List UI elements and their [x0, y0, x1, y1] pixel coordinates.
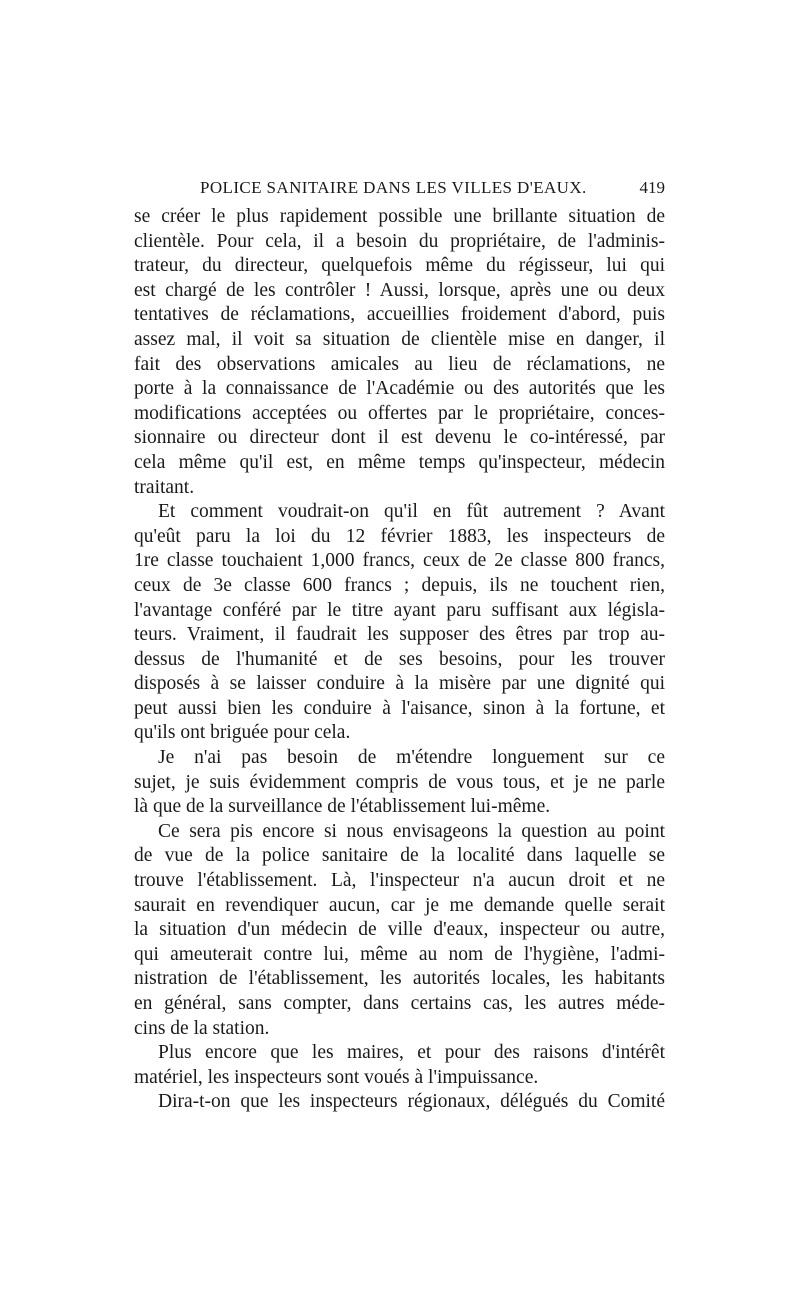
text-line: se créer le plus rapidement possible une brillante situation de — [134, 206, 665, 227]
text-line: teurs. Vraiment, il faudrait les supposer des êtres par trop au- — [134, 624, 665, 646]
text-line: assez mal, il voit sa situation de clientèle mise en danger, il — [134, 328, 665, 350]
text-line: Et comment voudrait-on qu'il en fût autrement ? Avant — [158, 501, 665, 523]
text-line: tentatives de réclamations, accueillies froidement d'abord, puis — [134, 304, 665, 326]
text-line: matériel, les inspecteurs sont voués à l'impuissance. — [134, 1066, 539, 1088]
text-line: de vue de la police sanitaire de la localité dans laquelle se — [134, 845, 665, 867]
text-line: trateur, du directeur, quelquefois même du régisseur, lui qui — [134, 255, 665, 277]
text-line: cela même qu'il est, en même temps qu'inspecteur, médecin — [134, 451, 665, 473]
text-line: la situation d'un médecin de ville d'eaux, inspecteur ou autre, — [134, 919, 665, 941]
running-header — [200, 178, 665, 202]
text-line: Plus encore que les maires, et pour des raisons d'intérêt — [158, 1042, 665, 1064]
text-line: modifications acceptées ou offertes par le propriétaire, conces- — [134, 402, 665, 424]
text-line: saurait en revendiquer aucun, car je me demande quelle serait — [134, 894, 665, 916]
running-title: POLICE SANITAIRE DANS LES VILLES D'EAUX. — [200, 178, 587, 197]
body-text — [134, 205, 665, 1115]
text-line: qu'eût paru la loi du 12 février 1883, les inspecteurs de — [134, 525, 665, 547]
text-line: est chargé de les contrôler ! Aussi, lorsque, après une ou deux — [134, 279, 665, 301]
text-line: là que de la surveillance de l'établissement lui-même. — [134, 796, 551, 818]
text-line: l'avantage conféré par le titre ayant paru suffisant aux législa- — [134, 599, 665, 621]
text-line: Dira-t-on que les inspecteurs régionaux, délégués du Comité — [158, 1091, 665, 1113]
text-line: traitant. — [134, 476, 195, 498]
text-line: Ce sera pis encore si nous envisageons la question au point — [158, 820, 665, 842]
text-line: fait des observations amicales au lieu de réclamations, ne — [134, 353, 665, 375]
text-line: Je n'ai pas besoin de m'étendre longuement sur ce — [158, 747, 665, 769]
text-line: ceux de 3e classe 600 francs ; depuis, ils ne touchent rien, — [134, 574, 665, 596]
text-line: peut aussi bien les conduire à l'aisance, sinon à la fortune, et — [134, 697, 665, 719]
text-line: disposés à se laisser conduire à la misère par une dignité qui — [134, 673, 665, 695]
text-line: dessus de l'humanité et de ses besoins, pour les trouver — [134, 648, 665, 670]
text-line: trouve l'établissement. Là, l'inspecteur n'a aucun droit et ne — [134, 870, 665, 892]
text-line: porte à la connaissance de l'Académie ou des autorités que les — [134, 378, 665, 400]
text-line: sionnaire ou directeur dont il est devenu le co-intéressé, par — [134, 427, 665, 449]
text-line: cins de la station. — [134, 1017, 270, 1039]
text-line: qu'ils ont briguée pour cela. — [134, 722, 351, 744]
text-line: nistration de l'établissement, les autorités locales, les habitants — [134, 968, 665, 990]
text-line: en général, sans compter, dans certains cas, les autres méde- — [134, 993, 665, 1014]
text-line: sujet, je suis évidemment compris de vous tous, et je ne parle — [134, 771, 665, 793]
page-number: 419 — [639, 178, 665, 197]
text-line: clientèle. Pour cela, il a besoin du propriétaire, de l'adminis- — [134, 230, 665, 252]
text-line: 1re classe touchaient 1,000 francs, ceux de 2e classe 800 francs, — [134, 550, 665, 572]
text-line: qui ameuterait contre lui, même au nom de l'hygiène, l'admi- — [134, 943, 665, 965]
